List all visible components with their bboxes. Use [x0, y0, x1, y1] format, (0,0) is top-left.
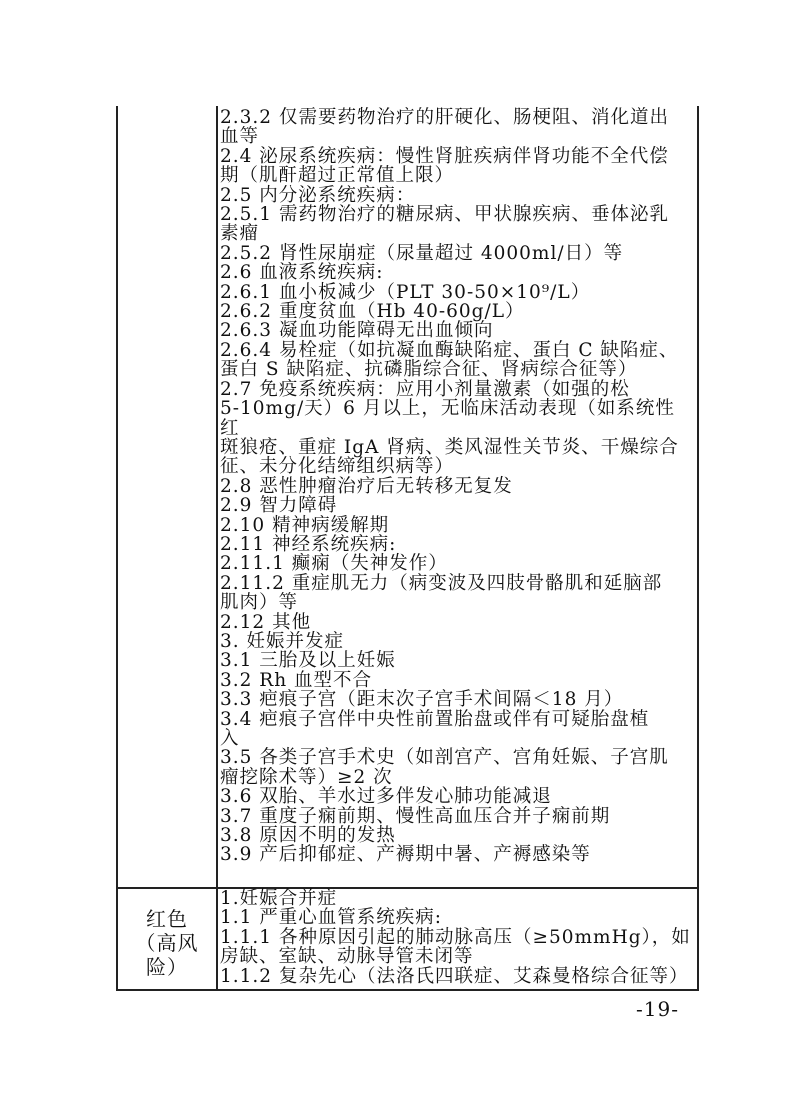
text-line: 血等 — [220, 126, 260, 148]
text-line: 3.6 双胎、羊水过多伴发心肺功能减退 — [220, 786, 552, 808]
category-line: （高风 — [135, 931, 199, 955]
risk-category-label — [118, 907, 216, 979]
text-line: 2.11 神经系统疾病: — [220, 533, 397, 555]
text-line: 肌肉）等 — [220, 592, 299, 614]
text-line: 3.4 疤痕子宫伴中央性前置胎盘或伴有可疑胎盘植 — [220, 708, 650, 730]
text-line: 2.6.3 凝血功能障碍无出血倾向 — [220, 320, 494, 342]
table-right-border — [697, 106, 699, 991]
text-line: 2.4 泌尿系统疾病：慢性肾脏疾病伴肾功能不全代偿 — [220, 145, 669, 167]
text-line: 征、未分化结缔组织病等） — [220, 456, 455, 478]
text-line: 素瘤 — [220, 223, 260, 245]
text-line: 2.12 其他 — [220, 611, 312, 633]
table-bottom-border — [116, 989, 699, 991]
text-line: 2.7 免疫系统疾病：应用小剂量激素（如强的松 — [220, 378, 630, 400]
text-line: 2.8 恶性肿瘤治疗后无转移无复发 — [220, 475, 513, 497]
text-line: 3.8 原因不明的发热 — [220, 825, 396, 847]
category-line: 红色 — [146, 907, 188, 931]
text-line: 2.6.4 易栓症（如抗凝血酶缺陷症、蛋白 C 缺陷症、 — [220, 339, 679, 361]
text-line: 1.1.1 各种原因引起的肺动脉高压（≥50mmHg），如 — [220, 926, 691, 948]
lower-row-content — [220, 889, 694, 986]
text-line: 2.11.1 癫痫（失神发作） — [220, 553, 448, 575]
text-line: 2.6 血液系统疾病: — [220, 262, 384, 284]
page-number: -19- — [636, 997, 679, 1021]
text-line: 2.6.1 血小板减少（PLT 30-50×10⁹/L） — [220, 281, 591, 303]
text-line: 3.5 各类子宫手术史（如剖宫产、宫角妊娠、子宫肌 — [220, 747, 669, 769]
text-line: 蛋白 S 缺陷症、抗磷脂综合征、肾病综合征等） — [220, 359, 638, 381]
category-line: 险） — [146, 955, 188, 979]
text-line: 1.妊娠合并症 — [220, 888, 338, 909]
text-line: 2.6.2 重度贫血（Hb 40-60g/L） — [220, 301, 525, 323]
text-line: 瘤挖除术等）≥2 次 — [220, 766, 393, 788]
upper-row-content — [220, 108, 694, 865]
text-line: 房缺、室缺、动脉导管未闭等 — [220, 946, 474, 968]
text-line: 2.3.2 仅需要药物治疗的肝硬化、肠梗阻、消化道出 — [220, 107, 669, 128]
table-left-border — [116, 106, 118, 991]
text-line: 2.5.1 需药物治疗的糖尿病、甲状腺疾病、垂体泌乳 — [220, 204, 669, 226]
text-line: 3.3 疤痕子宫（距末次子宫手术间隔＜18 月） — [220, 689, 624, 711]
text-line: 3.2 Rh 血型不合 — [220, 669, 373, 691]
text-line: 5-10mg/天）6 月以上，无临床活动表现（如系统性红 — [220, 398, 675, 439]
text-line: 2.11.2 重症肌无力（病变波及四肢骨骼肌和延脑部 — [220, 572, 663, 594]
text-line: 2.9 智力障碍 — [220, 495, 338, 517]
text-line: 3.9 产后抑郁症、产褥期中暑、产褥感染等 — [220, 844, 591, 866]
text-line: 3. 妊娠并发症 — [220, 630, 345, 652]
text-line: 2.5 内分泌系统疾病： — [220, 184, 416, 206]
table-column-divider — [216, 106, 218, 991]
text-line: 1.1.2 复杂先心（法洛氏四联症、艾森曼格综合征等） — [220, 965, 689, 987]
text-line: 斑狼疮、重症 IgA 肾病、类风湿性关节炎、干燥综合 — [220, 436, 679, 458]
text-line: 2.5.2 肾性尿崩症（尿量超过 4000ml/日）等 — [220, 242, 624, 264]
text-line: 2.10 精神病缓解期 — [220, 514, 390, 536]
text-line: 期（肌酐超过正常值上限） — [220, 165, 455, 187]
text-line: 3.7 重度子痫前期、慢性高血压合并子痫前期 — [220, 805, 611, 827]
text-line: 入 — [220, 728, 240, 749]
text-line: 3.1 三胎及以上妊娠 — [220, 650, 396, 672]
text-line: 1.1 严重心血管系统疾病: — [220, 907, 443, 929]
